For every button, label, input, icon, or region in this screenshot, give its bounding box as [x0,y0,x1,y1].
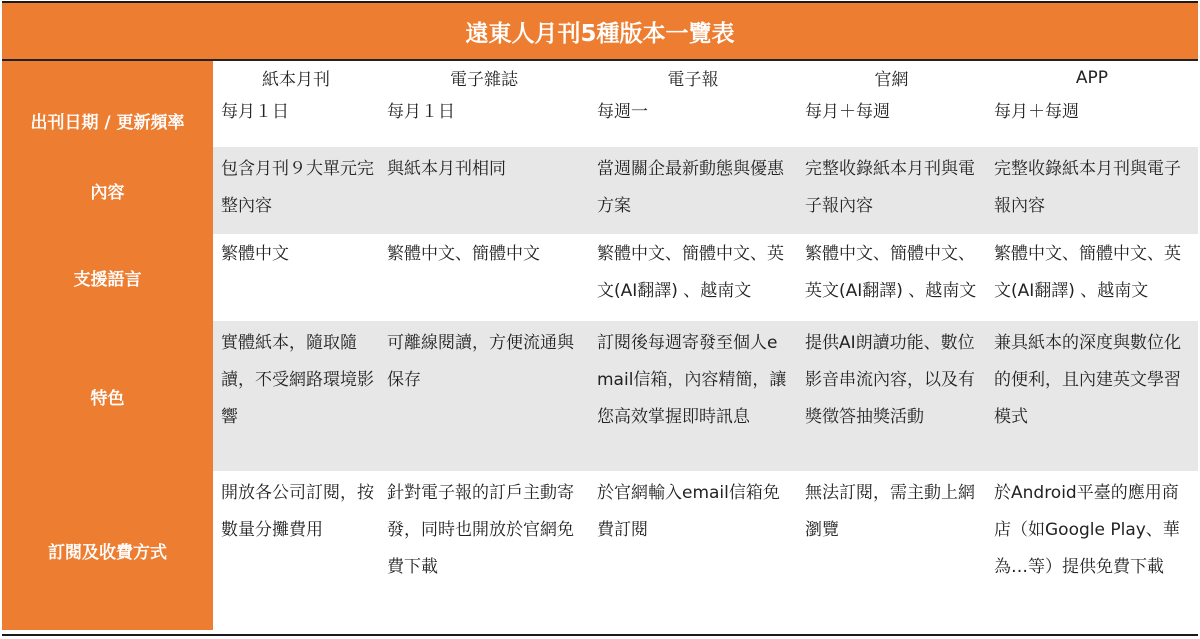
table-cell: 訂閱後每週寄發至個人email信箱，內容精簡，讓您高效掌握即時訊息 [589,321,797,471]
table-cell: 提供AI朗讀功能、數位影音串流內容，以及有獎徵答抽獎活動 [797,321,986,471]
table-cell: 當週關企最新動態與優惠方案 [589,147,797,234]
table-cell: 兼具紙本的深度與數位化的便利，且內建英文學習模式 [986,321,1198,471]
table-cell: 繁體中文、簡體中文、英文(AI翻譯) 、越南文 [589,234,797,321]
row-label-content: 內容 [2,147,213,234]
table-cell: 每週一 [589,94,797,147]
table-cell: 繁體中文、簡體中文 [379,234,589,321]
table-cell: 於Android平臺的應用商店（如Google Play、華為…等）提供免費下載 [986,471,1198,630]
row-label-features: 特色 [2,321,213,471]
table-cell: 繁體中文、簡體中文、英文(AI翻譯) 、越南文 [797,234,986,321]
table-cell: 包含月刊９大單元完整內容 [213,147,379,234]
table-cell: 每月１日 [379,94,589,147]
row-label-frequency: 出刊日期 / 更新頻率 [2,94,213,147]
column-header-print: 紙本月刊 [213,61,379,94]
table-cell: 每月＋每週 [797,94,986,147]
table-cell: 可離線閱讀，方便流通與保存 [379,321,589,471]
table-cell: 與紙本月刊相同 [379,147,589,234]
table-cell: 繁體中文 [213,234,379,321]
table-cell: 無法訂閱，需主動上網瀏覽 [797,471,986,630]
row-label-language: 支援語言 [2,234,213,321]
table-cell: 開放各公司訂閱，按數量分攤費用 [213,471,379,630]
row-label-subscription: 訂閱及收費方式 [2,471,213,630]
table-cell: 完整收錄紙本月刊與電子報內容 [986,147,1198,234]
table-cell: 針對電子報的訂戶主動寄發，同時也開放於官網免費下載 [379,471,589,630]
table-cell: 繁體中文、簡體中文、英文(AI翻譯) 、越南文 [986,234,1198,321]
table-cell: 每月１日 [213,94,379,147]
column-header-enewsletter: 電子報 [589,61,797,94]
table-cell: 完整收錄紙本月刊與電子報內容 [797,147,986,234]
table-title: 遠東人月刊5種版本一覽表 [2,3,1198,61]
comparison-table [2,1,1198,636]
table-cell: 於官網輸入email信箱免費訂閱 [589,471,797,630]
table-grid [2,61,1198,630]
column-header-website: 官網 [797,61,986,94]
table-cell: 實體紙本，隨取隨讀，不受網路環境影響 [213,321,379,471]
column-header-emagazine: 電子雜誌 [379,61,589,94]
column-header-app: APP [986,61,1198,94]
corner-cell [2,61,213,94]
table-cell: 每月＋每週 [986,94,1198,147]
